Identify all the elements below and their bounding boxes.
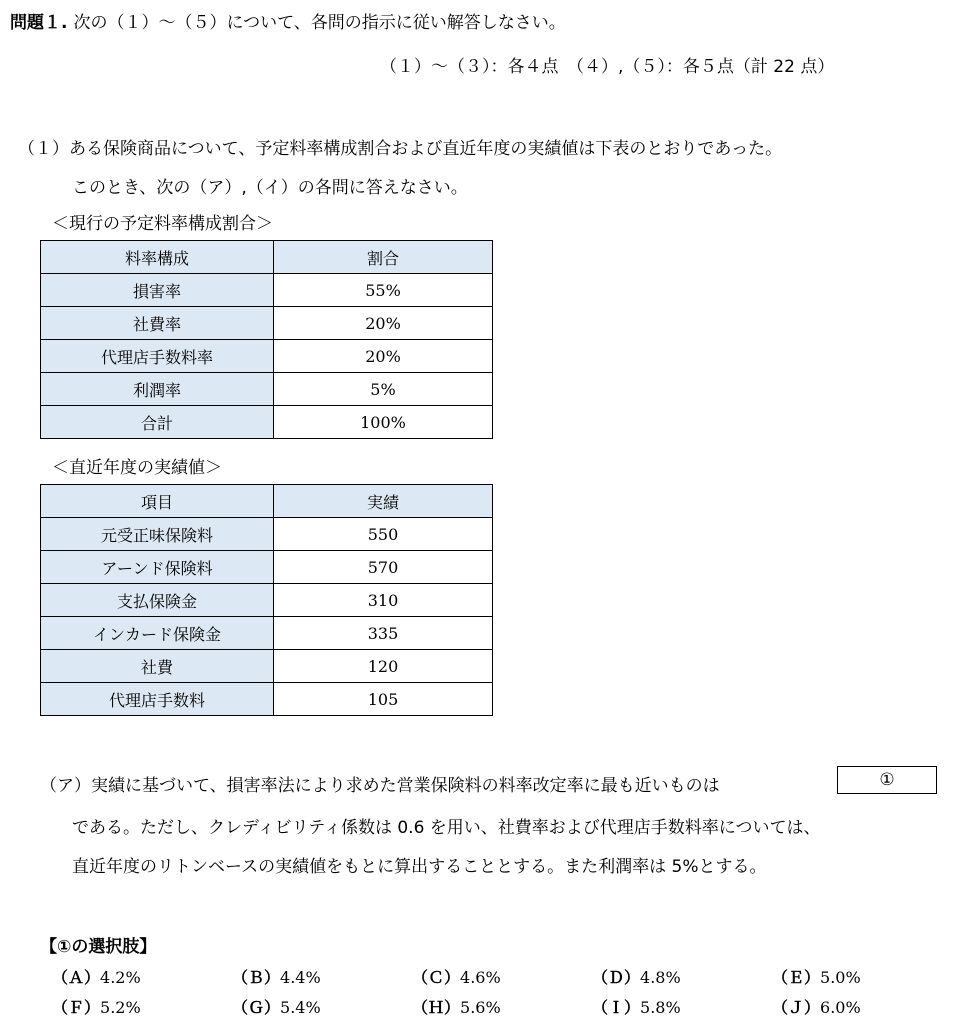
choice-label: （Ｂ） [232, 968, 281, 987]
table-row [41, 683, 493, 716]
table-row [41, 584, 493, 617]
choice-value: 4.8% [640, 968, 681, 987]
table-cell-value: 105 [274, 683, 493, 716]
choice-value: 5.2% [100, 998, 141, 1017]
choice-f[interactable] [52, 995, 141, 1018]
choice-a[interactable] [52, 965, 141, 988]
table-cell-value: 335 [274, 617, 493, 650]
table2-caption: ＜直近年度の実績値＞ [52, 458, 222, 478]
choice-label: （Ｈ） [412, 998, 461, 1017]
q1-line2: このとき、次の（ア）,（イ）の各問に答えなさい。 [72, 178, 468, 198]
table-row [41, 274, 493, 307]
choice-b[interactable] [232, 965, 321, 988]
choice-label: （Ｆ） [52, 998, 101, 1017]
choice-d[interactable] [592, 965, 681, 988]
table-cell-label: 利潤率 [41, 373, 274, 406]
choice-value: 4.4% [280, 968, 321, 987]
table-cell-value: 310 [274, 584, 493, 617]
table-cell-label: 代理店手数料 [41, 683, 274, 716]
choice-label: （Ａ） [52, 968, 101, 987]
table-cell-value: 5% [274, 373, 493, 406]
choices-header: 【①の選択肢】 [40, 937, 157, 957]
table-header-row [41, 485, 493, 518]
sub-a-line3: 直近年度のリトンベースの実績値をもとに算出することとする。また利潤率は 5%とする。 [72, 857, 767, 877]
choice-label: （Ｊ） [772, 998, 821, 1017]
choice-value: 5.6% [460, 998, 501, 1017]
table-cell-label: 合計 [41, 406, 274, 439]
table-cell-value: 100% [274, 406, 493, 439]
choice-j[interactable] [772, 995, 861, 1018]
sub-a-line2: である。ただし、クレディビリティ係数は 0.6 を用い、社費率および代理店手数料率については、 [72, 818, 821, 838]
table1-caption: ＜現行の予定料率構成割合＞ [52, 214, 273, 234]
choice-value: 4.2% [100, 968, 141, 987]
table-cell-label: インカード保険金 [41, 617, 274, 650]
table-header-row [41, 241, 493, 274]
points-line: （１）～（３）：各４点 （４）,（５）：各５点（計 22 点） [380, 57, 835, 77]
table-header-cell: 項目 [41, 485, 274, 518]
table-row [41, 307, 493, 340]
q1-line1: （１）ある保険商品について、予定料率構成割合および直近年度の実績値は下表のとおりであった。 [18, 139, 783, 159]
table-row [41, 551, 493, 584]
table-cell-label: 社費 [41, 650, 274, 683]
choice-c[interactable] [412, 965, 501, 988]
table-row [41, 406, 493, 439]
choice-value: 5.4% [280, 998, 321, 1017]
choice-label: （Ｉ） [592, 998, 641, 1017]
problem-instruction: 次の（１）～（５）について、各問の指示に従い解答しなさい。 [73, 13, 566, 33]
table-cell-label: 社費率 [41, 307, 274, 340]
rate-structure-table [40, 240, 493, 439]
choice-e[interactable] [772, 965, 861, 988]
table-cell-label: 元受正味保険料 [41, 518, 274, 551]
table-cell-value: 20% [274, 307, 493, 340]
choice-i[interactable] [592, 995, 681, 1018]
choice-label: （Ｃ） [412, 968, 461, 987]
problem-heading [10, 8, 566, 33]
choice-label: （Ｇ） [232, 998, 281, 1017]
table-header-cell: 料率構成 [41, 241, 274, 274]
choice-value: 5.8% [640, 998, 681, 1017]
table-row [41, 373, 493, 406]
table-cell-value: 55% [274, 274, 493, 307]
choice-label: （Ｅ） [772, 968, 821, 987]
table-cell-value: 550 [274, 518, 493, 551]
choice-h[interactable] [412, 995, 501, 1018]
answer-blank-box: ① [837, 766, 937, 794]
table-row [41, 518, 493, 551]
table-header-cell: 実績 [274, 485, 493, 518]
choice-value: 6.0% [820, 998, 861, 1017]
table-cell-value: 570 [274, 551, 493, 584]
table-cell-label: 支払保険金 [41, 584, 274, 617]
table-cell-value: 20% [274, 340, 493, 373]
table-cell-label: 損害率 [41, 274, 274, 307]
table-cell-value: 120 [274, 650, 493, 683]
choice-label: （Ｄ） [592, 968, 641, 987]
sub-a-line1: （ア）実績に基づいて、損害率法により求めた営業保険料の料率改定率に最も近いものは [40, 776, 720, 796]
table-cell-label: アーンド保険料 [41, 551, 274, 584]
table-row [41, 650, 493, 683]
table-cell-label: 代理店手数料率 [41, 340, 274, 373]
choice-value: 5.0% [820, 968, 861, 987]
choice-value: 4.6% [460, 968, 501, 987]
table-row [41, 340, 493, 373]
table-header-cell: 割合 [274, 241, 493, 274]
actuals-table [40, 484, 493, 716]
problem-title: 問題１. [10, 13, 68, 33]
choice-g[interactable] [232, 995, 321, 1018]
table-row [41, 617, 493, 650]
